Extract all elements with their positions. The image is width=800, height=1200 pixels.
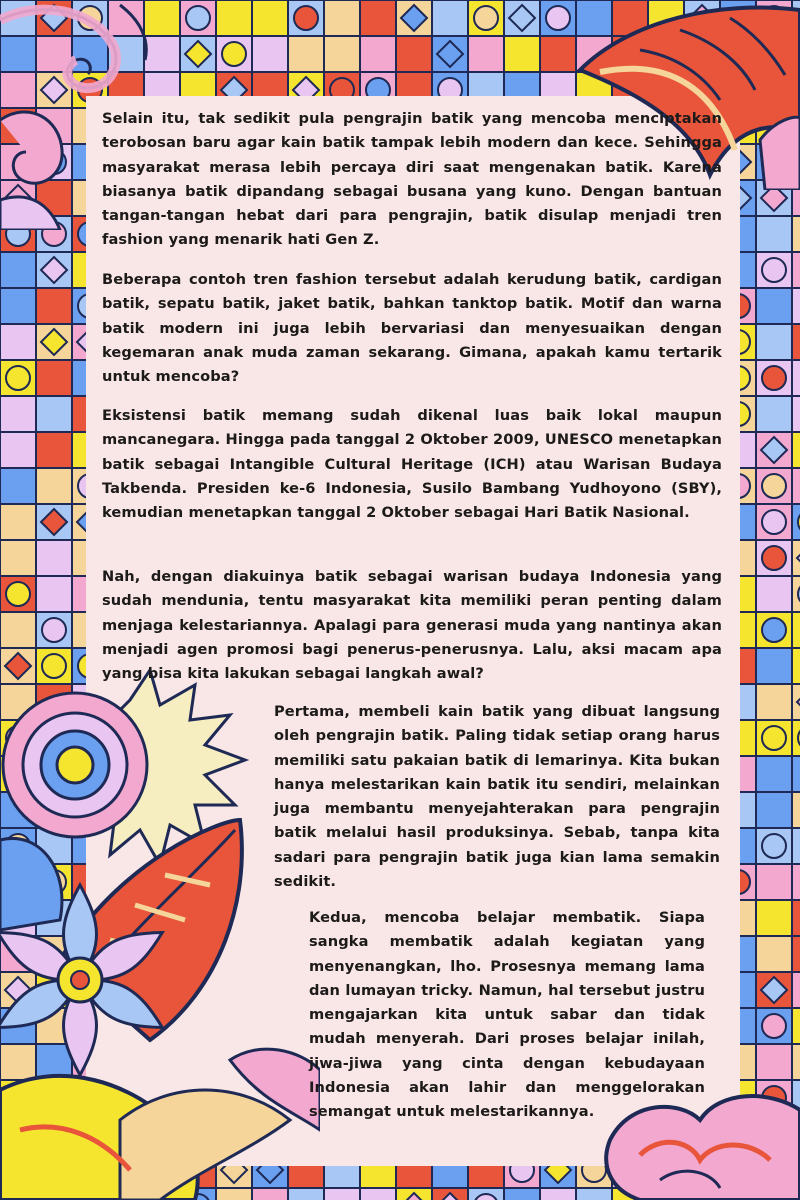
border-tile bbox=[756, 576, 792, 612]
border-tile bbox=[324, 36, 360, 72]
tile-circle bbox=[762, 366, 786, 390]
tile-circle bbox=[762, 834, 786, 858]
tile-circle bbox=[294, 6, 318, 30]
border-tile bbox=[216, 0, 252, 36]
border-tile bbox=[0, 504, 36, 540]
tile-circle bbox=[42, 618, 66, 642]
border-tile bbox=[504, 36, 540, 72]
border-tile bbox=[288, 36, 324, 72]
tile-circle bbox=[762, 510, 786, 534]
paragraph-youth-role: Nah, dengan diakuinya batik sebagai warisan budaya Indonesia yang sudah mendunia, tentu masyarakat kita memiliki peran penting dalam menjaga kelestariannya. Apalagi para generasi muda yang nantinya akan menjadi agen promosi bagi penerus-penerusnya. Lalu, aksi macam apa yang bisa kita lakukan sebagai langkah awal? bbox=[102, 568, 722, 683]
border-tile bbox=[0, 540, 36, 576]
border-tile bbox=[324, 0, 360, 36]
tile-circle bbox=[474, 6, 498, 30]
border-tile bbox=[792, 648, 800, 684]
border-tile bbox=[36, 576, 72, 612]
border-tile bbox=[36, 540, 72, 576]
border-tile bbox=[792, 756, 800, 792]
tile-circle bbox=[186, 6, 210, 30]
border-tile bbox=[36, 468, 72, 504]
border-tile bbox=[756, 864, 792, 900]
tile-circle bbox=[222, 42, 246, 66]
border-tile bbox=[792, 288, 800, 324]
border-tile bbox=[360, 1188, 396, 1200]
paragraph-batik-modern: Selain itu, tak sedikit pula pengrajin batik yang mencoba menciptakan terobosan baru agar kain batik tampak lebih modern dan kece. Sehingga masyarakat merasa lebih percaya diri saat mengenakan batik. Karena biasanya batik dipandang sebagai busana yang kuno. Dengan bantuan tangan-tangan hebat dari para pengrajin, batik disulap menjadi tren fashion yang menarik hati Gen Z. bbox=[102, 110, 722, 249]
paragraph-second-action: Kedua, mencoba belajar membatik. Siapa sangka membatik adalah kegiatan yang menyenangkan, lho. Prosesnya memang lama dan lumayan tricky. Namun, hal tersebut justru mengajarkan kita untuk sabar dan tidak mudah menyerah. Dari proses belajar inilah, jiwa-jiwa yang cinta dengan kebudayaan Indonesia akan lahir dan menggelorakan semangat untuk melestarikannya. bbox=[309, 909, 705, 1121]
border-tile bbox=[792, 936, 800, 972]
border-tile bbox=[504, 1188, 540, 1200]
border-tile bbox=[360, 0, 396, 36]
border-tile bbox=[792, 900, 800, 936]
border-tile bbox=[792, 612, 800, 648]
tile-circle bbox=[762, 474, 786, 498]
border-tile bbox=[36, 432, 72, 468]
border-tile bbox=[36, 360, 72, 396]
border-tile bbox=[36, 396, 72, 432]
border-tile bbox=[0, 432, 36, 468]
paragraph-fashion-trends: Beberapa contoh tren fashion tersebut adalah kerudung batik, cardigan batik, sepatu batik, jaket batik, bahkan tanktop batik. Motif dan warna batik modern ini juga lebih bervariasi dan menyesuaikan dengan kegemaran anak muda zaman sekarang. Gimana, apakah kamu tertarik untuk mencoba? bbox=[102, 271, 722, 386]
border-tile bbox=[0, 252, 36, 288]
border-tile bbox=[324, 1188, 360, 1200]
border-tile bbox=[756, 396, 792, 432]
border-tile bbox=[36, 288, 72, 324]
border-tile bbox=[468, 36, 504, 72]
paragraph-first-action: Pertama, membeli kain batik yang dibuat langsung oleh pengrajin batik. Paling tidak setiap orang harus memiliki satu pakaian batik di lemarinya. Kita bukan hanya melestarikan kain batik itu sendiri, melainkan juga membantu menyejahterakan para pengrajin batik melalui hasil produksinya. Sebab, tanpa kita sadari para pengrajin batik juga kian lama semakin sedikit. bbox=[274, 703, 720, 891]
border-tile bbox=[756, 756, 792, 792]
border-tile bbox=[756, 324, 792, 360]
border-tile bbox=[756, 792, 792, 828]
tile-circle bbox=[762, 258, 786, 282]
border-tile bbox=[792, 432, 800, 468]
tile-circle bbox=[762, 726, 786, 750]
border-tile bbox=[792, 864, 800, 900]
border-tile bbox=[0, 396, 36, 432]
border-tile bbox=[792, 324, 800, 360]
border-tile bbox=[252, 36, 288, 72]
tile-circle bbox=[762, 1014, 786, 1038]
border-tile bbox=[0, 288, 36, 324]
border-tile bbox=[252, 0, 288, 36]
tile-circle bbox=[762, 618, 786, 642]
tile-circle bbox=[6, 582, 30, 606]
border-tile bbox=[792, 1008, 800, 1044]
border-tile bbox=[756, 936, 792, 972]
border-tile bbox=[756, 684, 792, 720]
border-tile bbox=[792, 216, 800, 252]
tile-circle bbox=[6, 366, 30, 390]
border-tile bbox=[0, 468, 36, 504]
border-tile bbox=[0, 612, 36, 648]
border-tile bbox=[792, 468, 800, 504]
border-tile bbox=[792, 828, 800, 864]
border-tile bbox=[792, 360, 800, 396]
border-tile bbox=[792, 792, 800, 828]
border-tile bbox=[792, 252, 800, 288]
border-tile bbox=[0, 324, 36, 360]
border-tile bbox=[756, 288, 792, 324]
batik-flower-ornament bbox=[0, 660, 320, 1200]
border-tile bbox=[756, 648, 792, 684]
paragraph-unesco-recognition: Eksistensi batik memang sudah dikenal luas baik lokal maupun mancanegara. Hingga pada tanggal 2 Oktober 2009, UNESCO menetapkan batik sebagai Intangible Cultural Heritage (ICH) atau Warisan Budaya Takbenda. Presiden ke-6 Indonesia, Susilo Bambang Yudhoyono (SBY), kemudian menetapkan tanggal 2 Oktober sebagai Hari Batik Nasional. bbox=[102, 407, 722, 522]
tile-circle bbox=[762, 546, 786, 570]
border-tile bbox=[360, 36, 396, 72]
border-tile bbox=[432, 0, 468, 36]
border-tile bbox=[396, 36, 432, 72]
border-tile bbox=[540, 1188, 576, 1200]
border-tile bbox=[756, 216, 792, 252]
border-tile bbox=[792, 396, 800, 432]
border-tile bbox=[756, 900, 792, 936]
border-tile bbox=[792, 972, 800, 1008]
